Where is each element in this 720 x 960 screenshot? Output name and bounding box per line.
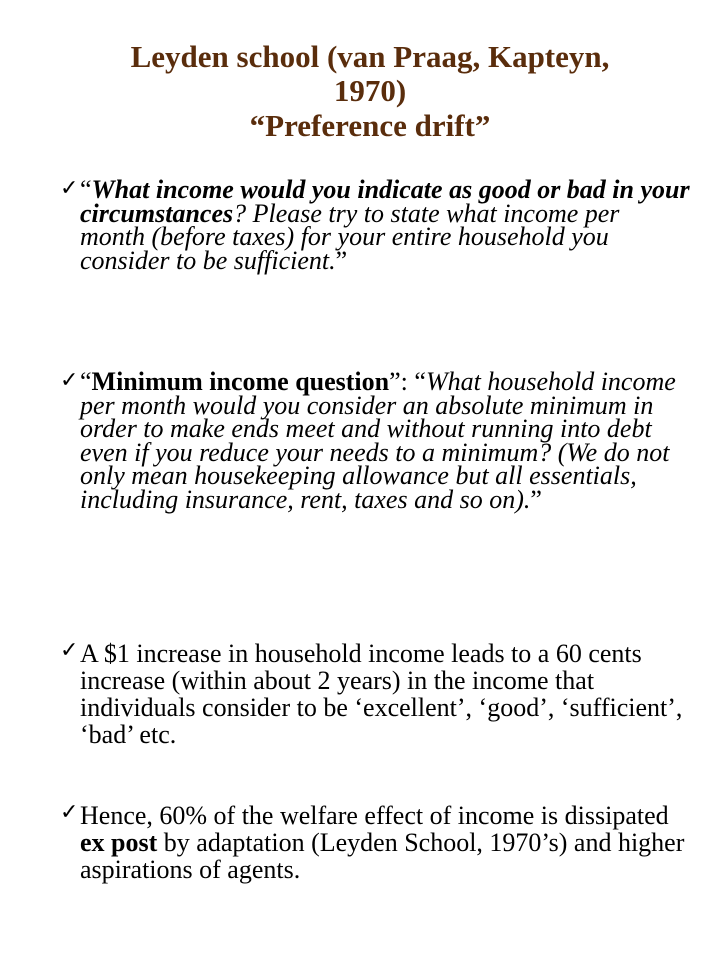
bullet-3-text: A $1 increase in household income leads to a 60 cents increase (within about 2 years) in the income that individuals consider to be ‘excellent’, ‘good’, ‘sufficient’, ‘bad’ etc.: [80, 639, 683, 749]
title-line-1: Leyden school (van Praag, Kapteyn,: [130, 39, 610, 74]
checkmark-icon: ✓: [60, 800, 79, 825]
slide-title: [40, 40, 700, 108]
bullet-2: [60, 367, 690, 514]
bullet-4-text-end: by adaptation (Leyden School, 1970’s) and higher aspirations of agents.: [80, 828, 685, 884]
bullet-3: [60, 638, 690, 749]
bullet-2-open-quote: “: [80, 367, 92, 396]
bullet-2-question: What household income per month would you consider an absolute minimum in order to make ends meet and without running into debt even if you reduce your needs to a minimum? (We do not only mean housekeeping allowance but all essentials, including insurance, rent, taxes and so on).: [80, 367, 676, 514]
bullet-1-close-quote: ”: [335, 245, 348, 275]
bullet-2-heading: Minimum income question: [91, 367, 390, 396]
checkmark-icon: ✓: [60, 368, 79, 393]
bullet-1: [60, 175, 690, 275]
bullet-1-question-rest: ? Please try to state what income per month (before taxes) for your entire household you consider to be sufficient.: [80, 198, 620, 275]
slide-subtitle: “Preference drift”: [249, 108, 491, 143]
bullet-2-separator: ”: “: [389, 367, 426, 396]
checkmark-icon: ✓: [60, 638, 79, 663]
bullet-4-ex-post: ex post: [80, 828, 158, 857]
bullet-2-close-quote: ”: [530, 484, 542, 514]
bullet-4-text-start: Hence, 60% of the welfare effect of income is dissipated: [80, 801, 669, 830]
title-line-2: 1970): [333, 73, 407, 108]
checkmark-icon: ✓: [60, 176, 79, 201]
bullet-1-open-quote: “: [80, 175, 92, 204]
bullet-4: [60, 800, 690, 884]
bullet-1-question-bold: What income would you indicate as good or bad in your circumstances: [80, 175, 690, 228]
